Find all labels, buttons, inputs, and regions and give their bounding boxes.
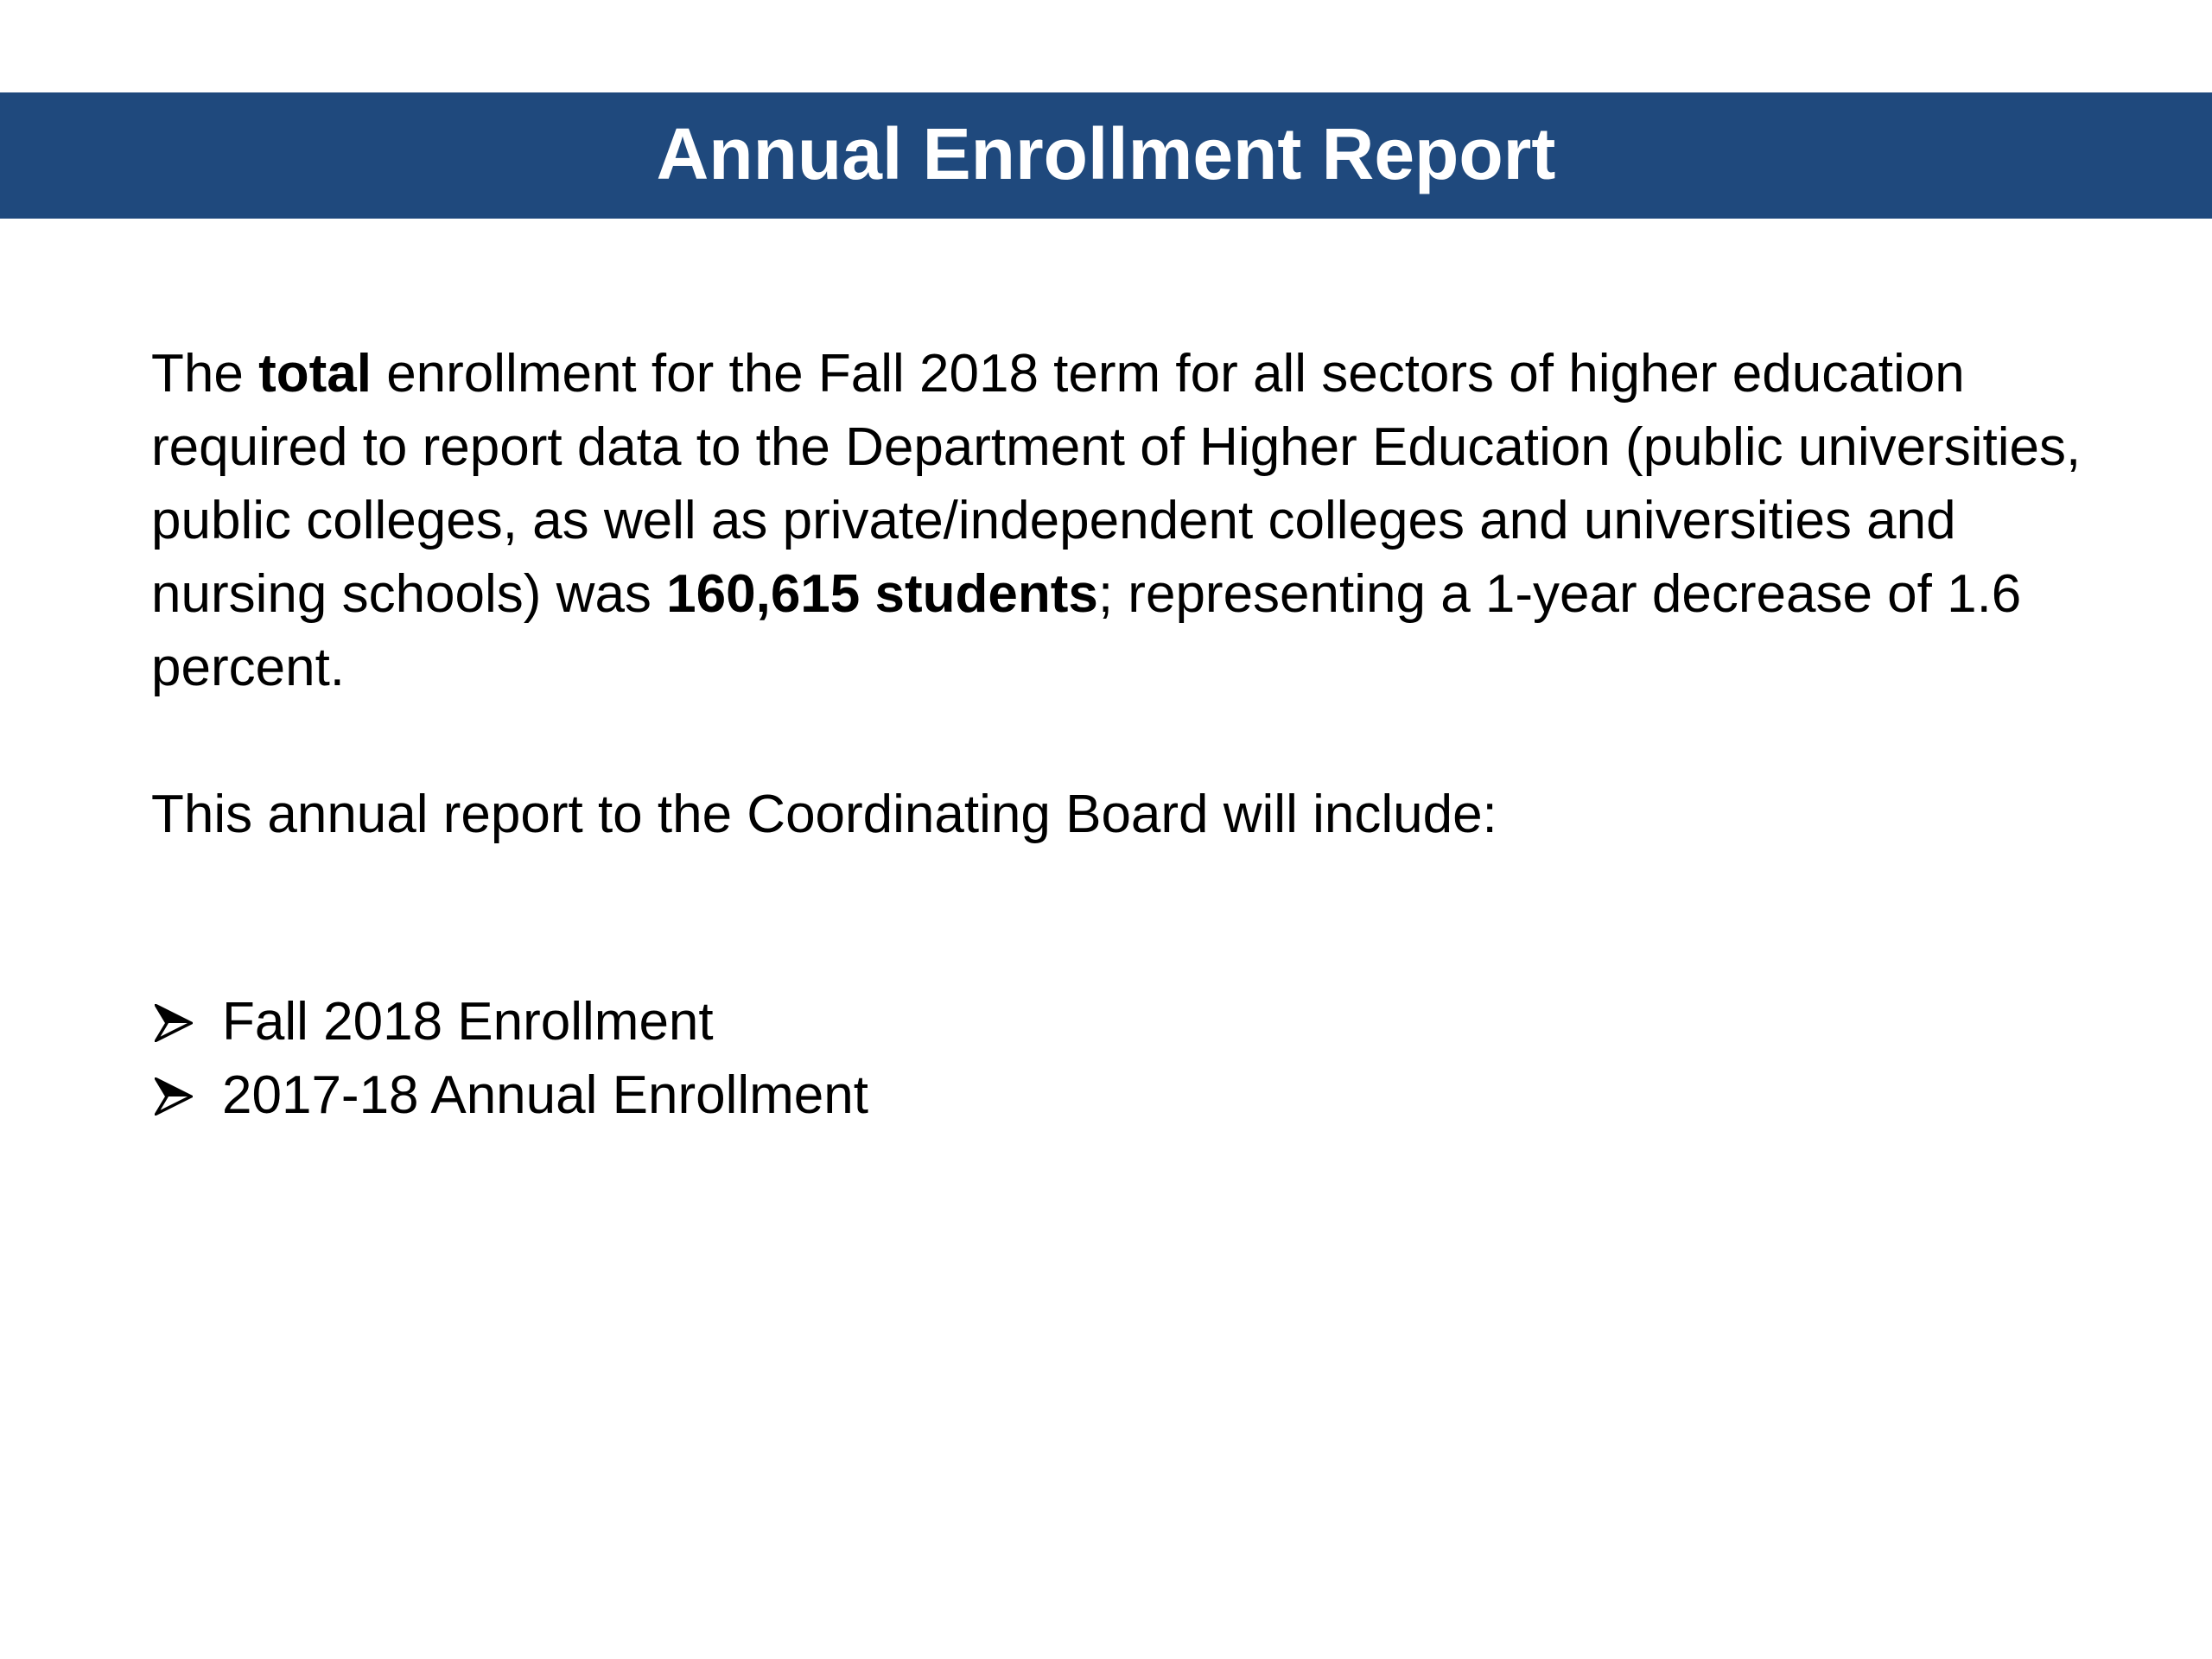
page-title: Annual Enrollment Report bbox=[656, 113, 1556, 194]
spacer bbox=[151, 851, 2087, 985]
arrowhead-bullet-icon bbox=[155, 1004, 193, 1042]
list-item bbox=[151, 1058, 2087, 1132]
summary-text-1: enrollment for the Fall 2018 term for all sectors of higher education required to report data to the Department of Higher Education (public universities, public colleges, as well as private/independent colleges and universities and nursing schools) was bbox=[151, 344, 2082, 624]
slide-content bbox=[151, 337, 2087, 1132]
spacer bbox=[151, 704, 2087, 778]
summary-lead: The bbox=[151, 344, 244, 404]
list-item bbox=[151, 985, 2087, 1058]
summary-paragraph bbox=[151, 337, 2087, 704]
intro-paragraph: This annual report to the Coordinating Board will include: bbox=[151, 785, 1497, 844]
summary-total-word: total bbox=[258, 344, 372, 404]
bullet-list bbox=[151, 985, 2087, 1132]
bullet-label: 2017-18 Annual Enrollment bbox=[222, 1065, 868, 1125]
title-bar bbox=[0, 92, 2212, 219]
total-students-value: 160,615 students bbox=[666, 564, 1098, 624]
summary-text-2: ; representing a 1-year decrease of 1.6 percent. bbox=[151, 564, 2022, 697]
arrowhead-bullet-icon bbox=[155, 1077, 193, 1116]
bullet-label: Fall 2018 Enrollment bbox=[222, 992, 714, 1052]
